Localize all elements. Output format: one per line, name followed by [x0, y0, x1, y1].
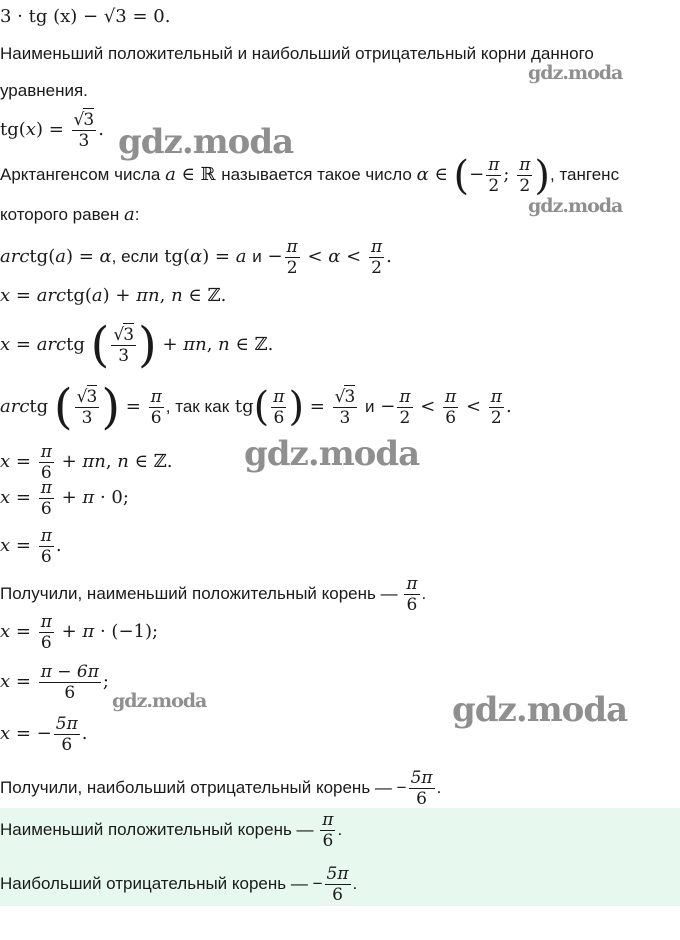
watermark: gdz.moda [112, 690, 207, 712]
watermark: gdz.moda [452, 690, 628, 730]
watermark: gdz.moda [244, 434, 420, 474]
task-line-2: уравнения. [0, 81, 88, 100]
x-combined: x = $\frac{\pi - 6\pi}{6}$ ; [0, 661, 109, 703]
watermark: gdz.moda [118, 122, 294, 162]
fraction-sqrt3-over-3: $\frac{√3}{3}$ [73, 109, 95, 151]
tg-equals-line: tg(x) = $\frac{√3}{3}$ . [0, 109, 104, 151]
x-n-zero: x = $\frac{\pi}{6}$ + π · 0; [0, 477, 129, 519]
arctg-definition: arctg(a) = α, если tg(α) = a и − $\frac{\pi}{2}$ < α < $\frac{\pi}{2}$ . [0, 236, 392, 278]
task-line-1: Наименьший положительный и наибольший отрицательный корни данного [0, 44, 594, 63]
result-positive-line: Получили, наименьший положительный корень — $\frac{\pi}{6}$ . [0, 574, 427, 616]
definition-line-2: которого равен a: [0, 204, 140, 225]
x-pi6-pin: x = $\frac{\pi}{6}$ + πn, n ∈ ℤ. [0, 441, 173, 483]
x-n-minus-one: x = $\frac{\pi}{6}$ + π · (−1); [0, 611, 159, 653]
arctg-value-line: arctg ( $\frac{√3}{3}$ ) = $\frac{\pi}{6}$ , так как tg( $\frac{\pi}{6}$ ) = $\frac{√3}{3}$ и − $\frac{\pi}{2}$ < $\frac{\pi}{6}$ < $\frac{\pi}{2}$ . [0, 379, 512, 435]
result-negative-line: Получили, наибольший отрицательный корень — − $\frac{5\pi}{6}$ . [0, 768, 442, 810]
x-pi6: x = $\frac{\pi}{6}$ . [0, 525, 62, 567]
solution-substituted: x = arctg ( $\frac{√3}{3}$ ) + πn, n ∈ ℤ. [0, 317, 274, 373]
answer-negative: Наибольший отрицательный корень — − $\frac{5\pi}{6}$ . [0, 864, 358, 906]
watermark: gdz.moda [528, 62, 623, 84]
equation-text: 3 · tg (x) − √3 = 0. [0, 6, 171, 27]
equation-line [0, 6, 170, 28]
general-solution: x = arctg(a) + πn, n ∈ ℤ. [0, 285, 227, 306]
watermark: gdz.moda [528, 195, 623, 217]
x-minus-5pi6: x = − $\frac{5\pi}{6}$ . [0, 713, 88, 755]
answer-positive: Наименьший положительный корень — $\frac{\pi}{6}$ . [0, 810, 343, 852]
definition-line-1: Арктангенсом числа a ∈ ℝ называется такое число α ∈ (− $\frac{\pi}{2}$ ; $\frac{\pi}{2}$ ), тангенс [0, 152, 620, 199]
